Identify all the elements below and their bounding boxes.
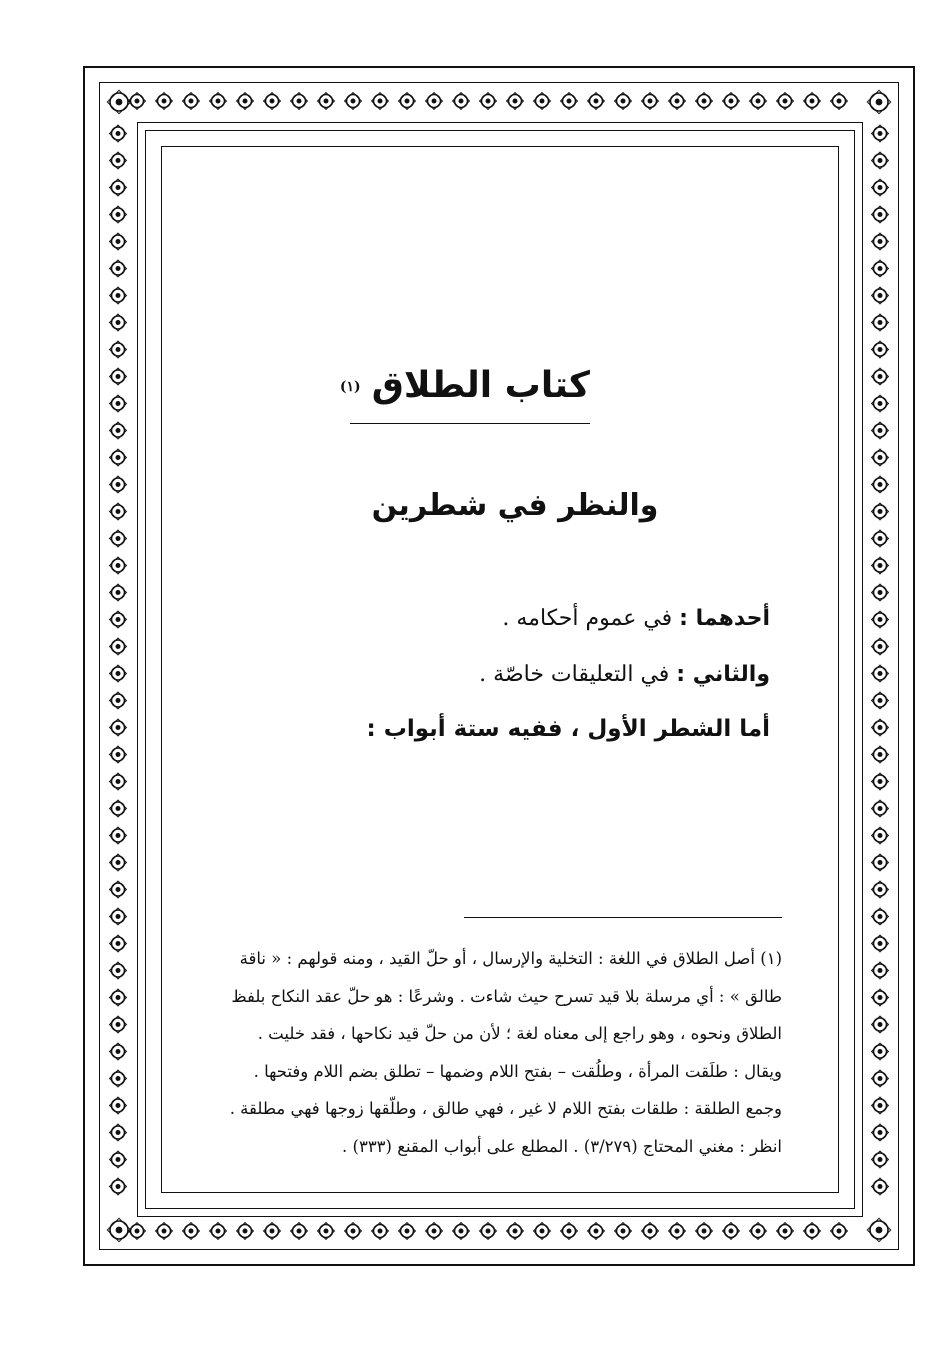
border-ornament [110,1124,127,1141]
footnote [190,940,782,1165]
border-ornament [129,93,146,110]
footnote-separator [464,917,782,918]
border-ornament [872,341,889,358]
border-ornament [110,1151,127,1168]
border-ornament [110,908,127,925]
border-ornament [110,125,127,142]
border-ornament [264,1223,281,1240]
border-ornament [110,233,127,250]
border-ornament [831,93,848,110]
border-ornament [669,93,686,110]
border-ornament [872,1124,889,1141]
border-ornament [872,368,889,385]
border-ornament [210,1223,227,1240]
border-ornament [110,1097,127,1114]
footnote-line: انظر : مغني المحتاج (٣/٢٧٩) . المطلع على أبواب المقنع (٣٣٣) . [342,1136,782,1156]
border-ornament [831,1223,848,1240]
border-ornament [110,719,127,736]
border-ornament [804,93,821,110]
border-ornament [872,800,889,817]
footnote-line: ويقال : طلَقت المرأة ، وطلُقت – بفتح اللام وضمها – تطلق بضم اللام وفتحها . [253,1061,782,1081]
border-ornament [129,1223,146,1240]
border-ornament [872,152,889,169]
border-ornament [588,1223,605,1240]
border-ornament [872,179,889,196]
border-ornament [291,1223,308,1240]
border-ornament [872,449,889,466]
border-ornament [872,611,889,628]
paragraph-first-part [502,606,770,631]
border-ornament [872,854,889,871]
border-ornament [561,93,578,110]
border-ornament [872,260,889,277]
border-ornament [642,1223,659,1240]
border-ornament [318,93,335,110]
border-ornament [872,1070,889,1087]
border-ornament [872,584,889,601]
border-ornament [867,1218,890,1241]
border-ornament [480,93,497,110]
border-ornament [110,395,127,412]
border-ornament [872,638,889,655]
border-ornament [107,1218,130,1241]
border-ornament [872,1151,889,1168]
border-ornament [110,989,127,1006]
border-ornament [872,125,889,142]
border-ornament [237,1223,254,1240]
border-ornament [107,90,130,113]
border-ornament [723,93,740,110]
border-ornament [264,93,281,110]
border-ornament [110,152,127,169]
border-ornament [872,530,889,547]
border-ornament [372,93,389,110]
border-ornament [507,1223,524,1240]
border-ornament [110,341,127,358]
border-ornament [399,93,416,110]
border-ornament [156,93,173,110]
border-ornament [426,1223,443,1240]
border-ornament [750,1223,767,1240]
border-ornament [872,719,889,736]
border-ornament [872,1097,889,1114]
border-ornament [110,422,127,439]
border-ornament [872,422,889,439]
border-ornament [872,665,889,682]
border-ornament [872,503,889,520]
border-ornament [110,881,127,898]
title-underline [350,423,590,424]
border-ornament [318,1223,335,1240]
border-ornament [615,93,632,110]
border-ornament [345,1223,362,1240]
border-ornament [453,1223,470,1240]
border-ornament [156,1223,173,1240]
border-ornament [872,962,889,979]
paragraph-text: في التعليقات خاصّة . [479,662,677,687]
border-ornament [696,93,713,110]
paragraph-first-section: أما الشطر الأول ، ففيه ستة أبواب : [366,716,770,742]
border-ornament [110,314,127,331]
border-ornament [642,93,659,110]
border-ornament [110,1070,127,1087]
border-ornament [372,1223,389,1240]
border-ornament [110,692,127,709]
border-ornament [872,1178,889,1195]
border-ornament [872,1016,889,1033]
footnote-line: الطلاق ونحوه ، وهو راجع إلى معناه لغة ؛ لأن من حلّ قيد نكاحها ، فقد خليت . [257,1024,782,1043]
page-content [170,150,800,1190]
border-ornament [210,93,227,110]
border-ornament [723,1223,740,1240]
border-ornament [110,665,127,682]
chapter-title: كتاب الطلاق [371,365,590,406]
border-ornament [804,1223,821,1240]
border-ornament [110,476,127,493]
border-ornament [110,557,127,574]
border-ornament [183,93,200,110]
border-ornament [110,179,127,196]
border-ornament [110,449,127,466]
border-ornament [872,692,889,709]
border-ornament [110,260,127,277]
paragraph-second-part [479,662,770,687]
border-ornament [110,1016,127,1033]
border-ornament [872,989,889,1006]
border-ornament [480,1223,497,1240]
border-ornament [110,827,127,844]
border-ornament [110,1178,127,1195]
footnote-line: وجمع الطلقة : طلقات بفتح اللام لا غير ، فهي طالق ، وطلّقها زوجها فهي مطلقة . [229,1099,782,1118]
border-ornament [615,1223,632,1240]
border-ornament [872,476,889,493]
border-ornament [534,93,551,110]
border-ornament [696,1223,713,1240]
border-ornament [110,746,127,763]
border-ornament [110,638,127,655]
chapter-heading [340,365,590,406]
border-ornament [872,1043,889,1060]
border-ornament [872,746,889,763]
border-ornament [872,827,889,844]
paragraph-label: أحدهما : [679,606,770,631]
border-ornament [345,93,362,110]
border-ornament [872,908,889,925]
border-ornament [453,93,470,110]
border-ornament [777,1223,794,1240]
border-ornament [110,611,127,628]
border-ornament [872,314,889,331]
subtitle: والنظر في شطرين [371,488,659,523]
border-ornament [291,93,308,110]
border-ornament [183,1223,200,1240]
footnote-marker: (١) [339,378,361,395]
border-ornament [872,395,889,412]
border-ornament [750,93,767,110]
border-ornament [110,962,127,979]
footnote-line: طالق » : أي مرسلة بلا قيد تسرح حيث شاءت . وشرعًا : هو حلّ عقد النكاح بلفظ [231,986,782,1006]
border-ornament [426,93,443,110]
footnote-line: (١) أصل الطلاق في اللغة : التخلية والإرسال ، أو حلّ القيد ، ومنه قولهم : « ناقة [239,949,782,968]
border-ornament [867,90,890,113]
border-ornament [110,773,127,790]
border-ornament [872,233,889,250]
border-ornament [872,881,889,898]
border-ornament [110,503,127,520]
border-ornament [110,800,127,817]
border-ornament [534,1223,551,1240]
border-ornament [561,1223,578,1240]
border-ornament [872,287,889,304]
border-ornament [507,93,524,110]
paragraph-text: في عموم أحكامه . [502,606,680,631]
border-ornament [872,206,889,223]
border-ornament [777,93,794,110]
border-ornament [588,93,605,110]
border-ornament [872,773,889,790]
paragraph-label: والثاني : [676,662,770,687]
border-ornament [110,935,127,952]
border-ornament [110,1043,127,1060]
border-ornament [110,368,127,385]
border-ornament [872,935,889,952]
border-ornament [237,93,254,110]
border-ornament [399,1223,416,1240]
border-ornament [110,854,127,871]
border-ornament [110,584,127,601]
border-ornament [669,1223,686,1240]
border-ornament [110,287,127,304]
border-ornament [110,530,127,547]
border-ornament [872,557,889,574]
border-ornament [110,206,127,223]
